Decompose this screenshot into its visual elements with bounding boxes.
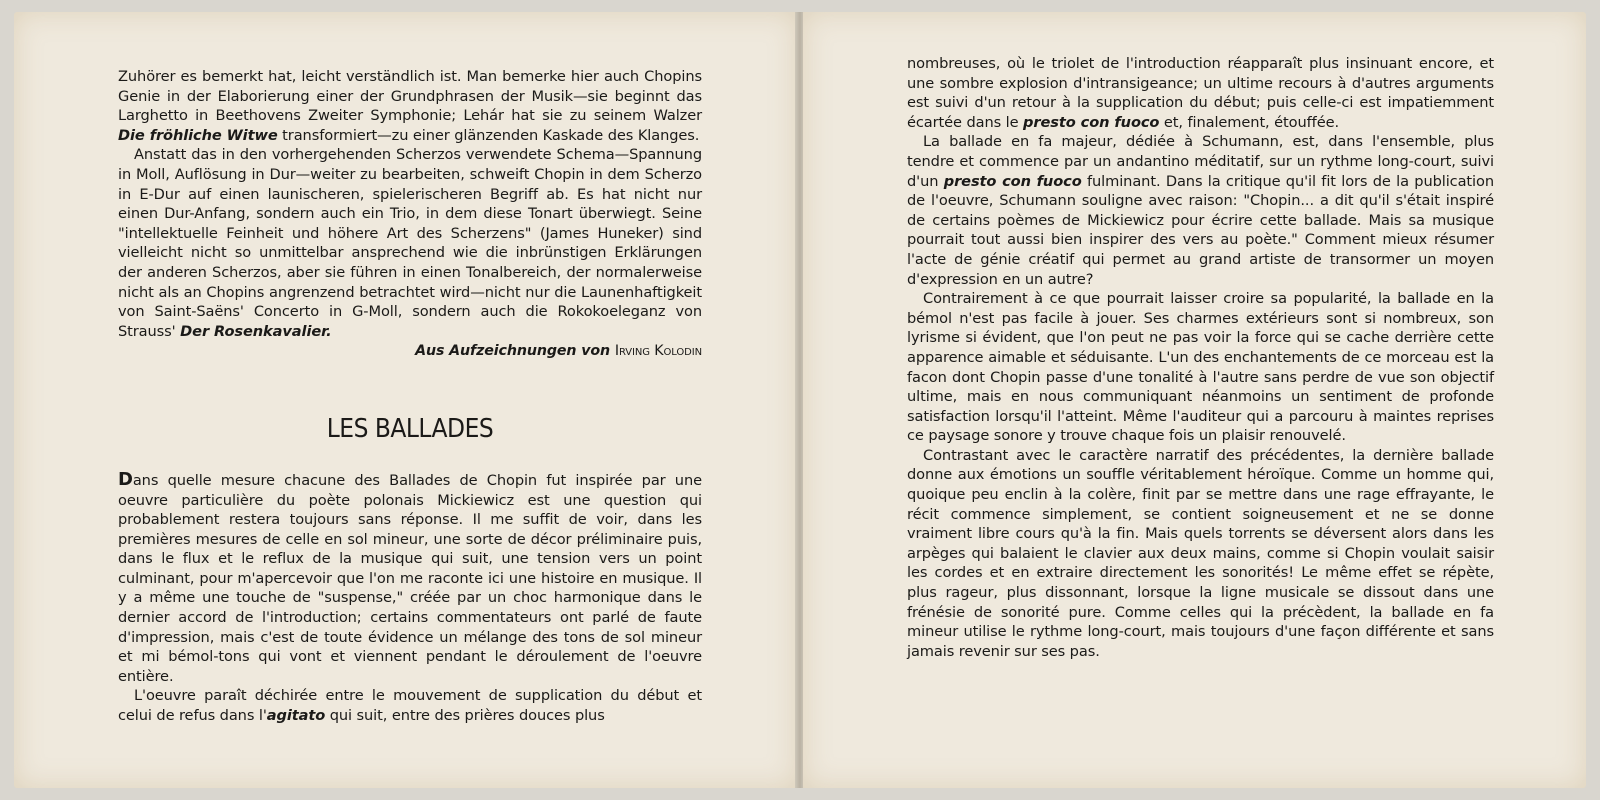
left-text-column: [118, 67, 702, 726]
italic-term: agitato: [266, 707, 326, 725]
left-page: [14, 12, 797, 788]
italic-title: Die fröhliche Witwe: [118, 126, 278, 144]
right-paragraph-2: La ballade en fa majeur, dédiée à Schumann, est, dans l'ensemble, plus tendre et commence par un andantino méditatif, sur un rythme long-court, suivi d'un presto con fuoco fulminant. Dans la critique qu'il fit lors de la publication de l'oeuvre, Schumann souligne avec raison: "Chopin... a dit qu'il s'était inspiré de certains poèmes de Mickiewicz pour écrire cette ballade. Mais sa musique pourrait tout aussi bien inspirer des vers au poète." Comment mieux résumer l'acte de génie créatif qui permet au grand artiste de transormer un moyen d'expression en un autre?: [907, 133, 1494, 288]
italic-title: Der Rosenkavalier.: [180, 322, 332, 340]
right-page: [803, 12, 1586, 788]
left-paragraph-4: L'oeuvre paraît déchirée entre le mouvement de supplication du début et celui de refus dans l'agitato qui suit, entre des prières douces plus: [118, 687, 702, 725]
italic-term: presto con fuoco: [943, 172, 1082, 190]
left-paragraph-1: Zuhörer es bemerkt hat, leicht verständlich ist. Man bemerke hier auch Chopins Genie in der Elaborierung einer der Grundphrasen der Musik—sie beginnt das Larghetto in Beethovens Zweiter Symphonie; Lehár hat sie zu seinem Walzer Die fröhliche Witwe transformiert—zu einer glänzenden Kaskade des Klanges.: [118, 68, 702, 144]
attribution-author: Irving Kolodin: [614, 343, 702, 360]
left-paragraph-2: Anstatt das in den vorhergehenden Scherzos verwendete Schema—Spannung in Moll, Auflösung in Dur—weiter zu bearbeiten, schweift Chopin in dem Scherzo in E-Dur auf einen launischeren, spielerischeren Begriff ab. Es hat nicht nur einen Dur-Anfang, sondern auch ein Trio, in dem diese Tonart überwiegt. Seine "intellektuelle Feinheit und höhere Art des Scherzens" (James Huneker) sind vielleicht nicht so unmittelbar ansprechend wie die inbrünstigen Erklärungen der anderen Scherzos, aber sie führen in einen Tonalbereich, der normalerweise nicht als an Chopins angrenzend betrachtet wird—nicht nur die Launenhaftigkeit von Saint-Saëns' Concerto in G-Moll, sondern auch die Rokokoeleganz von Strauss' Der Rosenkavalier.: [118, 146, 702, 340]
right-paragraph-1: nombreuses, où le triolet de l'introduction réapparaît plus insinuant encore, et une sombre explosion d'intransigeance; un ultime recours à d'autres arguments est suivi d'un retour à la supplication du début; puis celle-ci est impatiemment écartée dans le presto con fuoco et, finalement, étouffée.: [907, 55, 1494, 131]
right-text-column: [907, 54, 1494, 661]
right-paragraph-3: Contrairement à ce que pourrait laisser croire sa popularité, la ballade en la bémol n'est pas facile à jouer. Ses charmes extérieurs sont si nombreux, son lyrisme si évident, que l'on peut ne pas voir la force qui se cache derrière cette apparence aimable et séduisante. L'un des enchantements de ce morceau est la facon dont Chopin passe d'une tonalité à l'autre sans perdre de vue son objectif ultime, mais en nous communiquant néanmoins un sentiment de profonde satisfaction lorsqu'il l'atteint. Même l'auditeur qui a parcouru à maintes reprises ce paysage sonore y trouve chaque fois un plaisir renouvelé.: [907, 290, 1494, 445]
attribution: Aus Aufzeichnungen von Irving Kolodin: [415, 343, 702, 360]
left-paragraph-3: Dans quelle mesure chacune des Ballades de Chopin fut inspirée par une oeuvre particulière du poète polonais Mickiewicz est une question qui probablement restera toujours sans réponse. Il me suffit de voir, dans les premières mesures de celle en sol mineur, une sorte de décor préliminaire puis, dans le flux et le reflux de la musique qui suit, une tension vers un point culminant, pour m'apercevoir que l'on me raconte ici une histoire en musique. Il y a même une touche de "suspense," créée par un choc harmonique dans le dernier accord de l'introduction; certains commentateurs ont parlé de faute d'impression, mais c'est de toute évidence un mélange des tons de sol mineur et mi bémol-tons qui vont et viennent pendant le déroulement de l'oeuvre entière.: [118, 468, 702, 685]
drop-cap: D: [118, 468, 133, 490]
right-paragraph-4: Contrastant avec le caractère narratif des précédentes, la dernière ballade donne aux émotions un souffle véritablement héroïque. Comme un homme qui, quoique peu enclin à la colère, finit par se mettre dans une rage effrayante, le récit commence simplement, se contient soigneusement et ne se donne vraiment libre cours qu'à la fin. Mais quels torrents se déversent alors dans les arpèges qui balaient le clavier aux deux mains, comme si Chopin voulait saisir les cordes et en extraire directement les sonorités! Le même effet se répète, plus rageur, plus dissonnant, lorsque la ligne musicale se dissout dans une frénésie de sonorité pure. Comme celles qui la précèdent, la ballade en fa mineur utilise le rythme long-court, mais toujours d'une façon différente et sans jamais revenir sur ses pas.: [907, 446, 1494, 660]
italic-term: presto con fuoco: [1023, 113, 1160, 131]
section-heading: LES BALLADES: [326, 413, 494, 444]
